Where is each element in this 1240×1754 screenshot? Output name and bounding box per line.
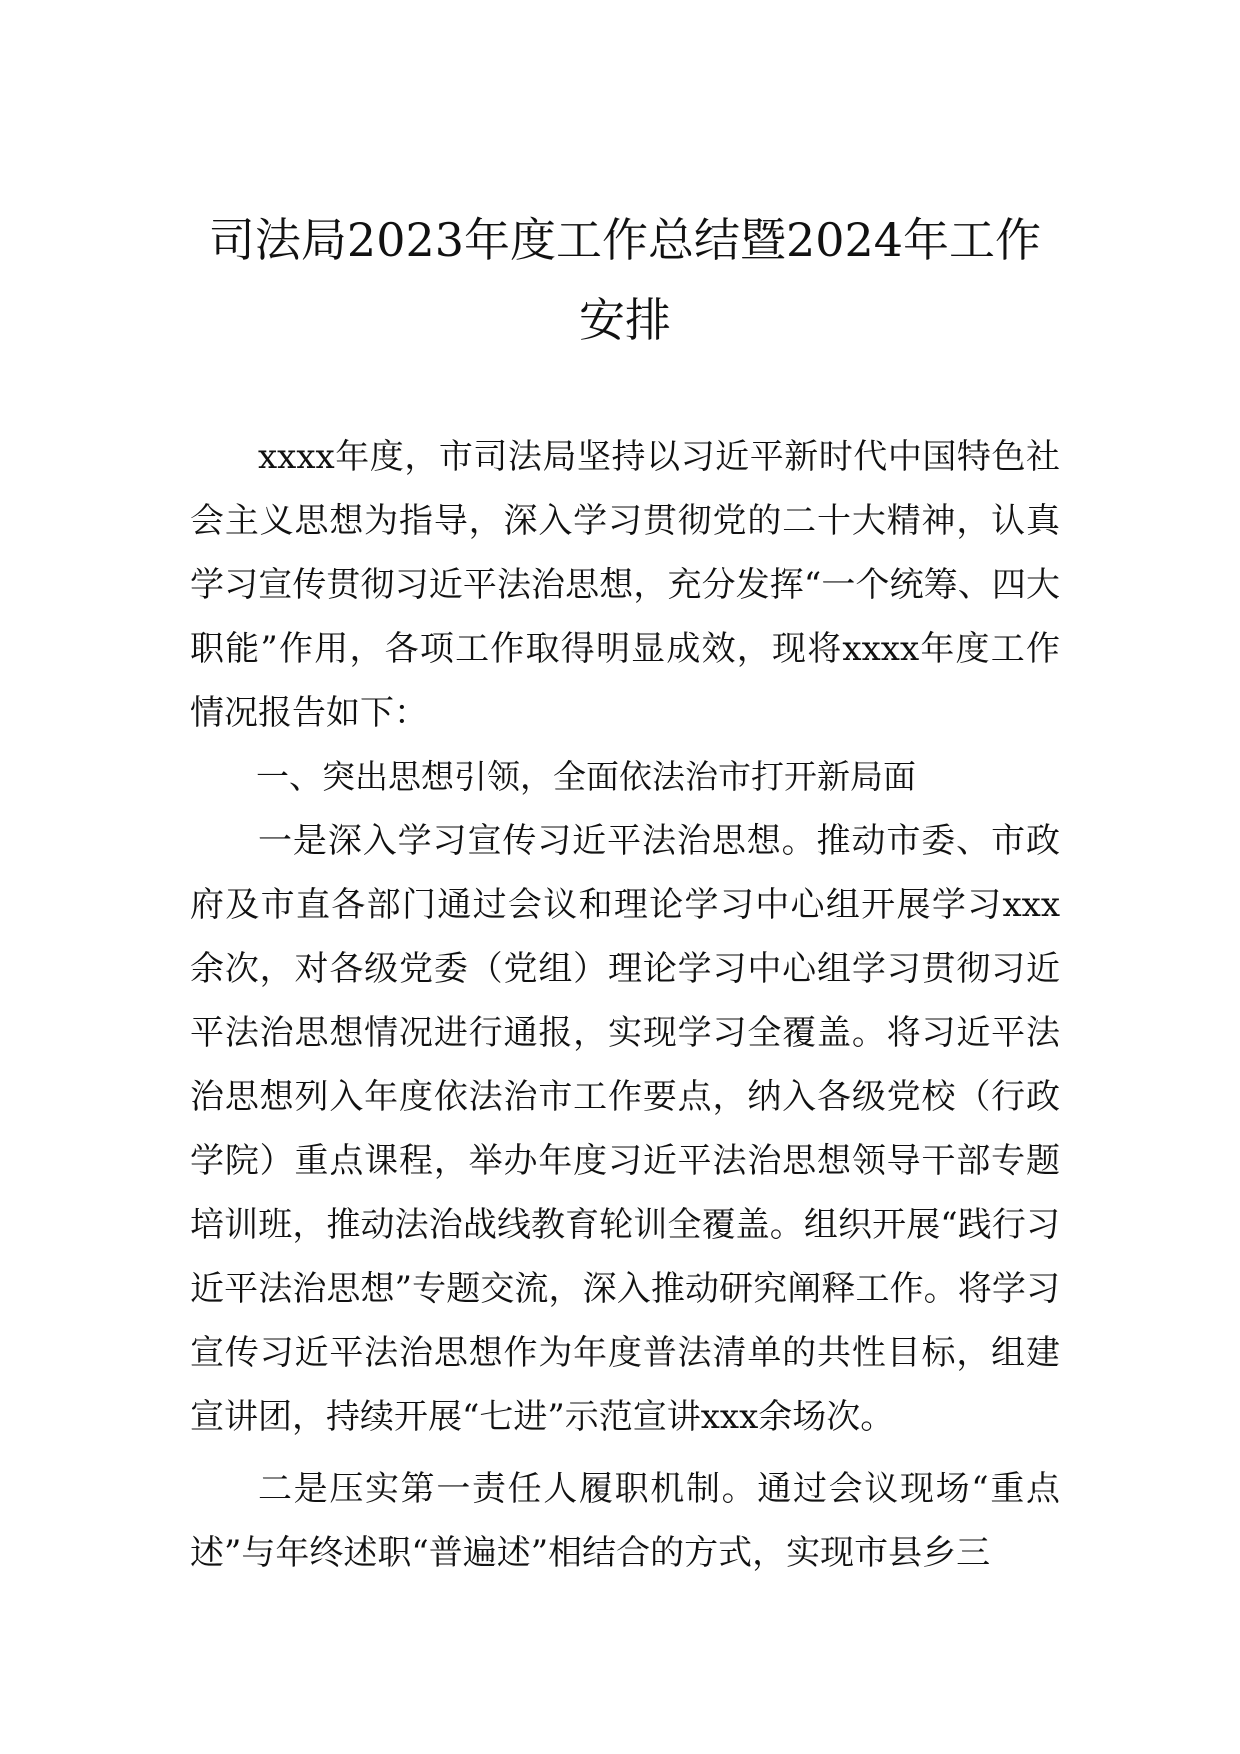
document-title: 司法局2023年度工作总结暨2024年工作安排	[208, 213, 1042, 347]
document-page	[190, 0, 1060, 1754]
document-body	[190, 425, 1060, 1585]
section-heading-1: 一、突出思想引领，全面依法治市打开新局面	[256, 757, 916, 796]
section-1-paragraph-1: 一是深入学习宣传习近平法治思想。推动市委、市政府及市直各部门通过会议和理论学习中心组开展学习xxx余次，对各级党委（党组）理论学习中心组学习贯彻习近平法治思想情况进行通报，实现学习全覆盖。将习近平法治思想列入年度依法治市工作要点，纳入各级党校（行政学院）重点课程，举办年度习近平法治思想领导干部专题培训班，推动法治战线教育轮训全覆盖。组织开展“践行习近平法治思想”专题交流，深入推动研究阐释工作。将学习宣传习近平法治思想作为年度普法清单的共性目标，组建宣讲团，持续开展“七进”示范宣讲xxx余场次。	[190, 821, 1060, 1437]
section-1-paragraph-2: 二是压实第一责任人履职机制。通过会议现场“重点述”与年终述职“普遍述”相结合的方式，实现市县乡三	[190, 1469, 1060, 1573]
intro-paragraph: xxxx年度，市司法局坚持以习近平新时代中国特色社会主义思想为指导，深入学习贯彻党的二十大精神，认真学习宣传贯彻习近平法治思想，充分发挥“一个统筹、四大职能”作用，各项工作取得明显成效，现将xxxx年度工作情况报告如下：	[190, 437, 1060, 733]
